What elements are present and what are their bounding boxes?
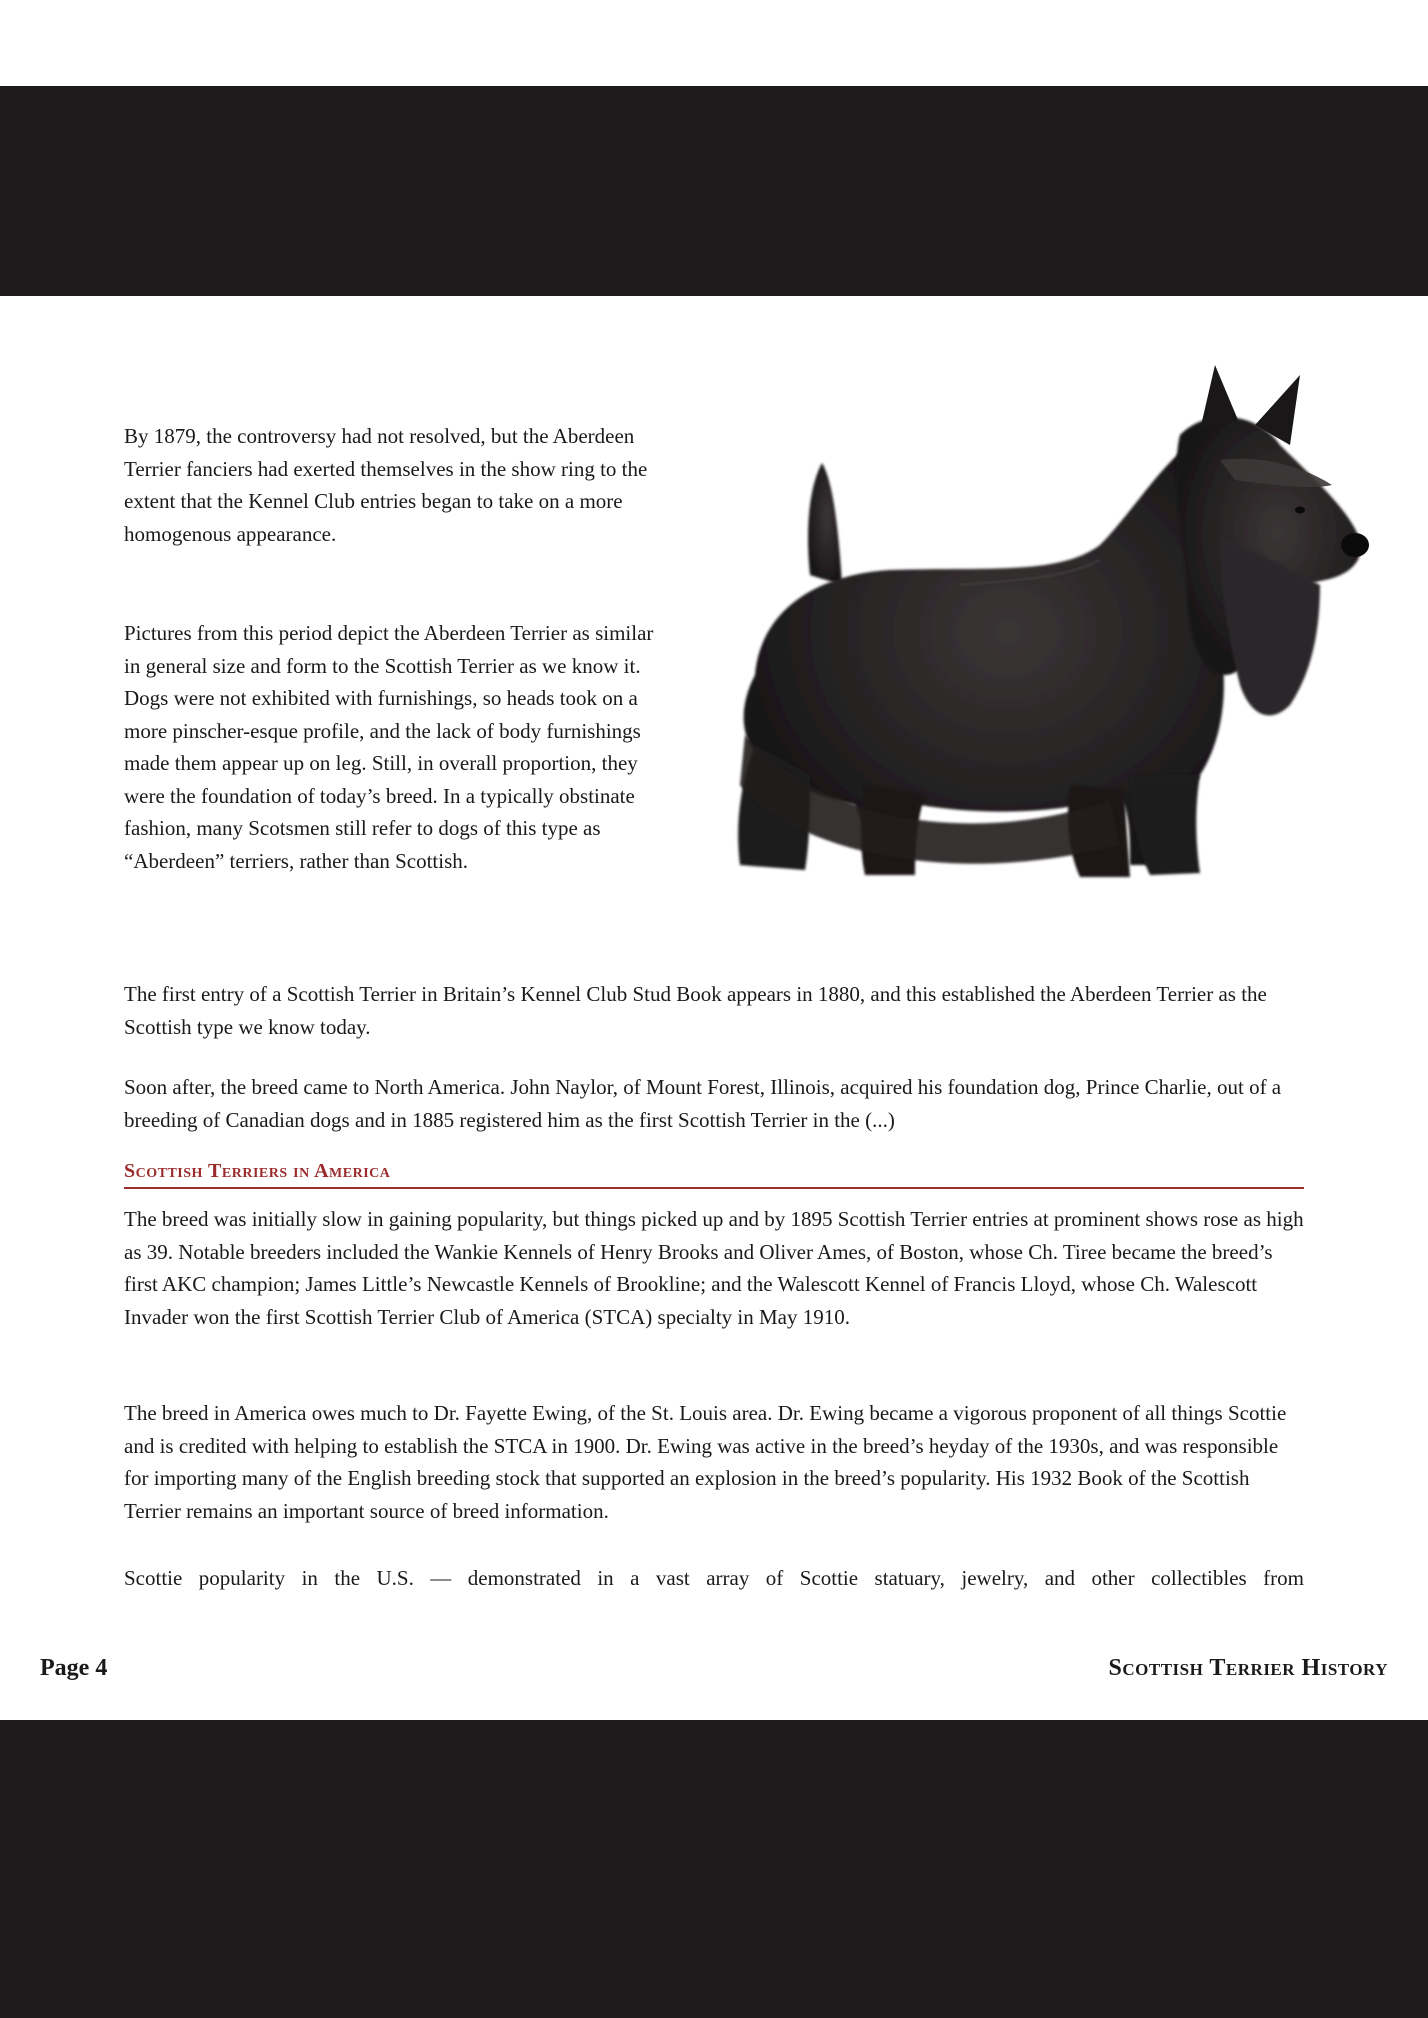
running-title: Scottish Terrier History [1108,1655,1388,1681]
paragraph-3: The first entry of a Scottish Terrier in Britain’s Kennel Club Stud Book appears in 1880, and this established the Aberdeen Terrier as the Scottish type we know today. [124,982,1267,1039]
scottish-terrier-photo [660,345,1380,975]
page-number: Page 4 [40,1655,108,1681]
paragraph-6: The breed in America owes much to Dr. Fayette Ewing, of the St. Louis area. Dr. Ewing became a vigorous proponent of all things Scottie and is credited with helping to establish the STCA in 1900. Dr. Ewing was active in the breed’s heyday of the 1930s, and was responsible for importing many of the English breeding stock that supported an explosion in the breed’s popularity. His 1932 Book of the Scottish Terrier remains an important source of breed information. [124,1401,1287,1523]
paragraph-4: Soon after, the breed came to North America. John Naylor, of Mount Forest, Illinois, acquired his foundation dog, Prince Charlie, out of a breeding of Canadian dogs and in 1885 registered him as the first Scottish Terrier in the (...) [124,1075,1282,1132]
section-heading: Scottish Terriers in America [124,1160,1304,1189]
paragraph-1: By 1879, the controversy had not resolved, but the Aberdeen Terrier fanciers had exerted themselves in the show ring to the extent that the Kennel Club entries began to take on a more homogenous appearance. [124,424,648,546]
bottom-black-band [0,1720,1428,2018]
paragraph-5: The breed was initially slow in gaining popularity, but things picked up and by 1895 Scottish Terrier entries at prominent shows rose as high as 39. Notable breeders included the Wankie Kennels of Henry Brooks and Oliver Ames, of Boston, whose Ch. Tiree became the breed’s first AKC champion; James Little’s Newcastle Kennels of Brookline; and the Walescott Kennel of Francis Lloyd, whose Ch. Walescott Invader won the first Scottish Terrier Club of America (STCA) specialty in May 1910. [124,1207,1304,1329]
top-black-band [0,86,1428,296]
paragraph-2: Pictures from this period depict the Aberdeen Terrier as similar in general size and form to the Scottish Terrier as we know it. Dogs were not exhibited with furnishings, so heads took on a more pinscher-esque profile, and the lack of body furnishings made them appear up on leg. Still, in overall proportion, they were the foundation of today’s breed. In a typically obstinate fashion, many Scotsmen still refer to dogs of this type as “Aberdeen” terriers, rather than Scottish. [124,621,654,873]
paragraph-7: Scottie popularity in the U.S. — demonstrated in a vast array of Scottie statuary, jewelry, and other collectibles from [124,1566,1304,1590]
